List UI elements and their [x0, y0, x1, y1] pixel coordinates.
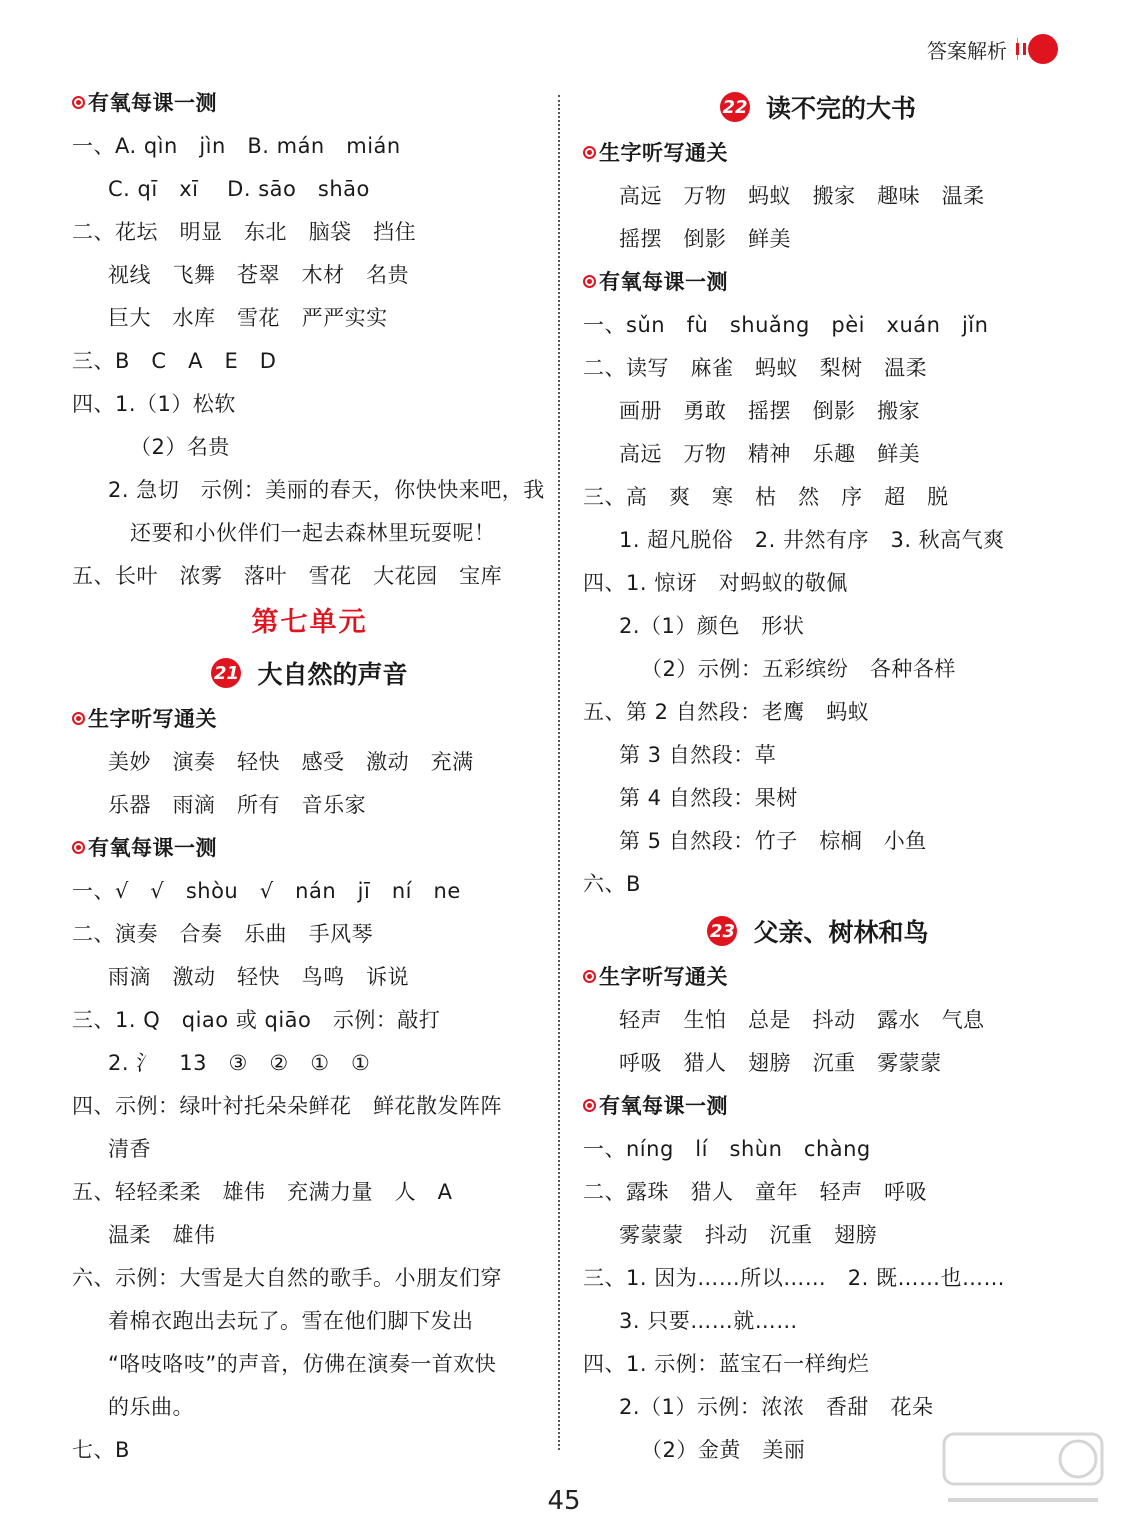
- answer-line: 3. 只要……就……: [619, 1309, 798, 1333]
- page-header: [927, 34, 1058, 64]
- answer-line: 视线 飞舞 苍翠 木材 名贵: [108, 263, 410, 287]
- answer-line: （2）示例：五彩缤纷 各种各样: [641, 657, 956, 681]
- answer-line: 第 5 自然段：竹子 棕榈 小鱼: [619, 829, 927, 853]
- bullet-target-icon: [583, 1099, 596, 1112]
- answer-line: 清香: [108, 1137, 151, 1161]
- answer-line: 还要和小伙伴们一起去森林里玩耍呢！: [130, 521, 496, 545]
- answer-line: 四、1.（1）松软: [72, 392, 236, 416]
- answer-line: 四、1. 示例：蓝宝石一样绚烂: [583, 1352, 870, 1376]
- answer-line: 的乐曲。: [108, 1395, 194, 1419]
- section-heading-text: 有氧每课一测: [88, 91, 217, 115]
- answer-line: 着棉衣跑出去玩了。雪在他们脚下发出: [108, 1309, 474, 1333]
- answer-line: 三、1. 因为……所以…… 2. 既……也……: [583, 1266, 1005, 1290]
- section-heading: [583, 956, 1053, 999]
- section-heading: [583, 132, 1053, 175]
- bullet-target-icon: [72, 712, 85, 725]
- answer-line: 六、示例：大雪是大自然的歌手。小朋友们穿: [72, 1266, 502, 1290]
- section-heading: [583, 1085, 1053, 1128]
- answer-line: 一、A. qìn jìn B. mán mián: [72, 134, 401, 158]
- answer-line: 雨滴 激动 轻快 鸟鸣 诉说: [108, 965, 410, 989]
- answer-line: 三、高 爽 寒 枯 然 序 超 脱: [583, 485, 949, 509]
- answer-line: 一、sǔn fù shuǎng pèi xuán jǐn: [583, 313, 989, 337]
- answer-line: 2.（1）示例：浓浓 香甜 花朵: [619, 1395, 934, 1419]
- answer-line: 高远 万物 精神 乐趣 鲜美: [619, 442, 921, 466]
- left-column: [72, 82, 547, 1472]
- answer-line: 画册 勇敢 摇摆 倒影 搬家: [619, 399, 921, 423]
- answer-line: 美妙 演奏 轻快 感受 激动 充满: [108, 750, 474, 774]
- section-heading-text: 有氧每课一测: [599, 1094, 728, 1118]
- page-number: 45: [547, 1486, 581, 1516]
- answer-line: 呼吸 猎人 翅膀 沉重 雾蒙蒙: [619, 1051, 942, 1075]
- bullet-target-icon: [583, 146, 596, 159]
- section-heading-text: 有氧每课一测: [599, 270, 728, 294]
- answer-line: 轻声 生怕 总是 抖动 露水 气息: [619, 1008, 985, 1032]
- answer-line: （2）金黄 美丽: [641, 1438, 806, 1462]
- answer-line: 2.（1）颜色 形状: [619, 614, 805, 638]
- answer-line: （2）名贵: [130, 435, 230, 459]
- bullet-target-icon: [72, 96, 85, 109]
- answer-line: 四、1. 惊讶 对蚂蚁的敬佩: [583, 571, 848, 595]
- answer-line: 温柔 雄伟: [108, 1223, 216, 1247]
- section-heading: [72, 82, 547, 125]
- lesson-heading: [583, 82, 1053, 132]
- answer-line: 第 3 自然段：草: [619, 743, 777, 767]
- answer-line: 二、露珠 猎人 童年 轻声 呼吸: [583, 1180, 928, 1204]
- answer-line: 四、示例：绿叶衬托朵朵鲜花 鲜花散发阵阵: [72, 1094, 503, 1118]
- lesson-title: 大自然的声音: [257, 660, 408, 689]
- answer-line: 二、花坛 明显 东北 脑袋 挡住: [72, 220, 417, 244]
- section-heading-text: 生字听写通关: [88, 707, 217, 731]
- section-heading-text: 生字听写通关: [599, 141, 728, 165]
- bullet-target-icon: [72, 841, 85, 854]
- answer-line: 第 4 自然段：果树: [619, 786, 798, 810]
- bullet-target-icon: [583, 970, 596, 983]
- answer-line: 2. 氵 13 ③ ② ① ①: [108, 1051, 371, 1075]
- bullet-target-icon: [583, 275, 596, 288]
- lesson-number-badge: 22: [720, 92, 750, 122]
- answer-line: C. qī xī D. sāo shāo: [108, 177, 370, 201]
- answer-line: 七、B: [72, 1438, 130, 1462]
- answer-line: 一、√ √ shòu √ nán jī ní ne: [72, 879, 461, 903]
- header-badge-icon: [1028, 34, 1058, 64]
- answer-line: 摇摆 倒影 鲜美: [619, 227, 792, 251]
- section-heading-text: 有氧每课一测: [88, 836, 217, 860]
- lesson-title: 读不完的大书: [765, 94, 916, 123]
- answer-line: 雾蒙蒙 抖动 沉重 翅膀: [619, 1223, 878, 1247]
- answer-line: 巨大 水库 雪花 严严实实: [108, 306, 388, 330]
- watermark-logo: [938, 1426, 1108, 1516]
- lesson-heading: [583, 906, 1053, 956]
- answer-line: 三、B C A E D: [72, 349, 277, 373]
- answer-line: 2. 急切 示例：美丽的春天，你快快来吧，我: [108, 478, 545, 502]
- answer-line: 六、B: [583, 872, 641, 896]
- header-title: 答案解析: [927, 38, 1007, 63]
- answer-line: 一、níng lí shùn chàng: [583, 1137, 871, 1161]
- answer-line: 1. 超凡脱俗 2. 井然有序 3. 秋高气爽: [619, 528, 1005, 552]
- right-column: [583, 82, 1053, 1472]
- answer-line: “咯吱咯吱”的声音，仿佛在演奏一首欢快: [108, 1352, 497, 1376]
- answer-line: 五、长叶 浓雾 落叶 雪花 大花园 宝库: [72, 564, 503, 588]
- answer-line: 三、1. Q qiao 或 qiāo 示例：敲打: [72, 1008, 441, 1032]
- answer-line: 五、第 2 自然段：老鹰 蚂蚁: [583, 700, 870, 724]
- section-heading: [72, 698, 547, 741]
- lesson-heading: [72, 648, 547, 698]
- section-heading: [72, 827, 547, 870]
- column-divider: [558, 95, 560, 1450]
- lesson-number-badge: 21: [211, 658, 241, 688]
- lesson-number-badge: 23: [707, 916, 737, 946]
- answer-line: 乐器 雨滴 所有 音乐家: [108, 793, 367, 817]
- answer-line: 二、演奏 合奏 乐曲 手风琴: [72, 922, 374, 946]
- section-heading-text: 生字听写通关: [599, 965, 728, 989]
- answer-line: 二、读写 麻雀 蚂蚁 梨树 温柔: [583, 356, 928, 380]
- unit-title: 第七单元: [251, 607, 368, 638]
- lesson-title: 父亲、树林和鸟: [753, 918, 929, 947]
- answer-line: 五、轻轻柔柔 雄伟 充满力量 人 A: [72, 1180, 453, 1204]
- answer-line: 高远 万物 蚂蚁 搬家 趣味 温柔: [619, 184, 985, 208]
- section-heading: [583, 261, 1053, 304]
